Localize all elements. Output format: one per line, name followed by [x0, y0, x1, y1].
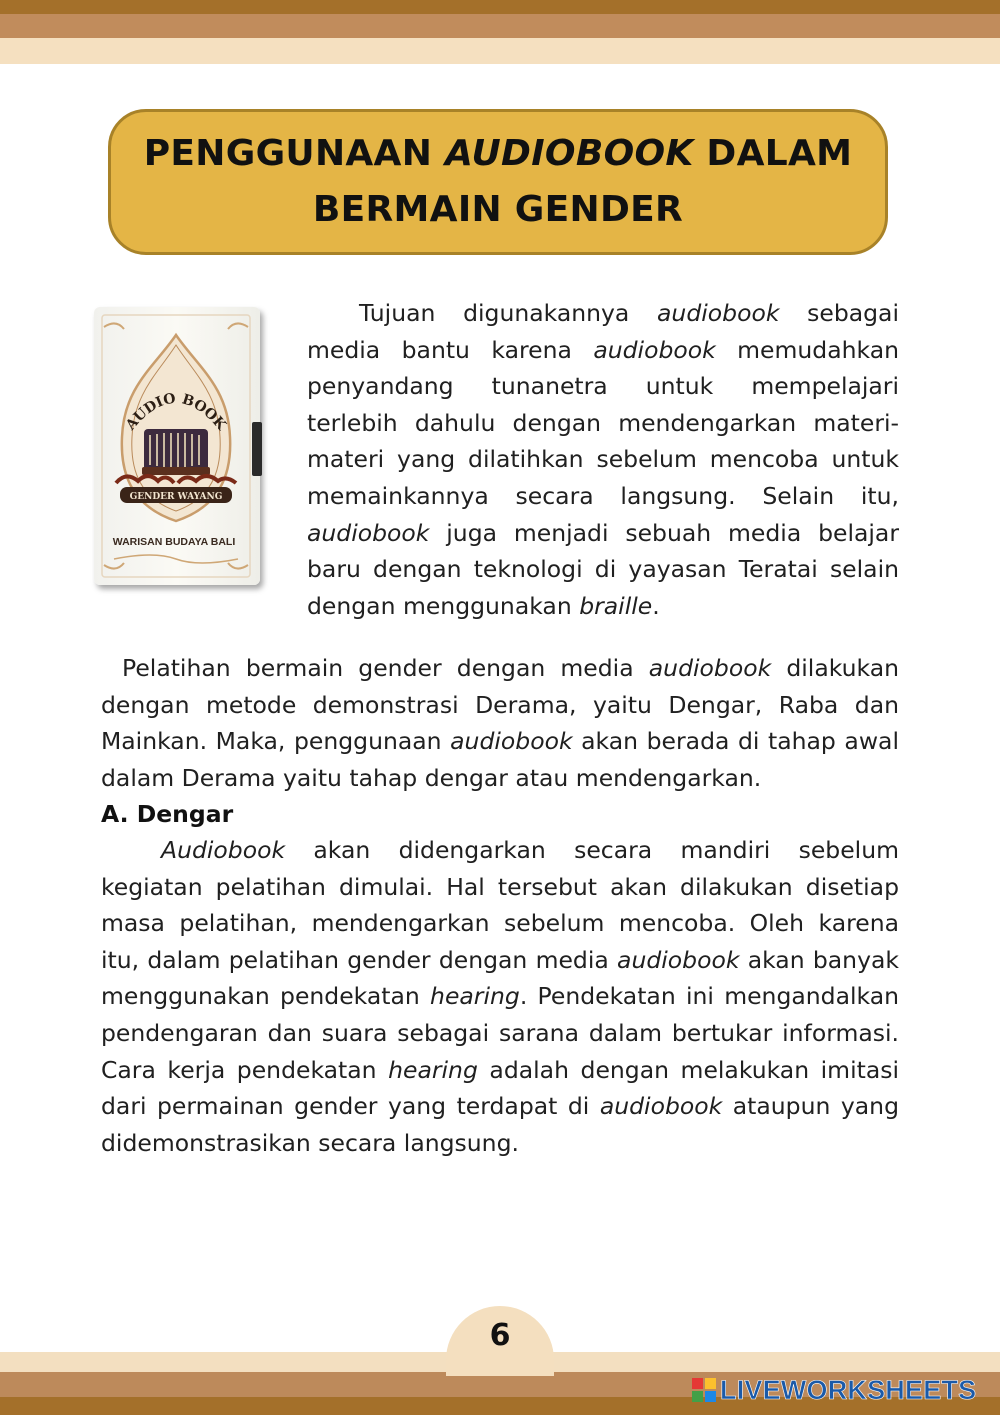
liveworksheets-logo-icon [692, 1378, 716, 1402]
top-stripe-dark [0, 0, 1000, 14]
page-number-tab [446, 1306, 554, 1376]
paragraph-training-method: Pelatihan bermain gender dengan media audiobook dilakukan dengan metode demonstrasi Derama, yaitu Dengar, Raba dan Mainkan. Maka, penggunaan audiobook akan berada di tahap awal dalam Derama yaitu tahap dengar atau mendengarkan. [101, 654, 899, 792]
page-number: 6 [489, 1318, 511, 1353]
top-stripe-mid [0, 14, 1000, 38]
audiobook-cover-image [94, 307, 260, 585]
paragraph-dengar: Audiobook akan didengarkan secara mandiri sebelum kegiatan pelatihan dimulai. Hal tersebut akan dilakukan disetiap masa pelatihan, mendengarkan sebelum mencoba. Oleh karena itu, dalam pelatihan gender dengan media audiobook akan banyak menggunakan pendekatan hearing. Pendekatan ini mengandalkan pendengaran dan suara sebagai sarana dalam bertukar informasi. Cara kerja pendekatan hearing adalah dengan melakukan imitasi dari permainan gender yang terdapat di audiobook ataupun yang didemonstrasikan secara langsung. [101, 836, 899, 1157]
cover-artwork [94, 307, 264, 587]
paragraph-purpose: Tujuan digunakannya audiobook sebagai media bantu karena audiobook memudahkan penyandang tunanetra untuk mempelajari terlebih dahulu dengan mendengarkan materi-materi yang dilatihkan sebelum mencoba untuk memainkannya secara langsung. Selain itu, audiobook juga menjadi sebuah media belajar baru dengan teknologi di yayasan Teratai selain dengan menggunakan braille. [307, 299, 900, 620]
cover-banner-text: GENDER WAYANG [129, 492, 223, 502]
watermark-text: LIVEWORKSHEETS [720, 1374, 977, 1405]
cover-footer-text: WARISAN BUDAYA BALI [112, 536, 236, 548]
section-heading: A. Dengar [101, 800, 234, 828]
title-line-2: BERMAIN GENDER [312, 189, 684, 230]
title-banner [108, 109, 888, 255]
title-line-1: PENGGUNAAN AUDIOBOOK DALAM [143, 133, 853, 174]
cover-arc-text: AUDIO BOOK [122, 390, 230, 434]
top-stripe-light [0, 38, 1000, 64]
liveworksheets-watermark [692, 1373, 976, 1407]
